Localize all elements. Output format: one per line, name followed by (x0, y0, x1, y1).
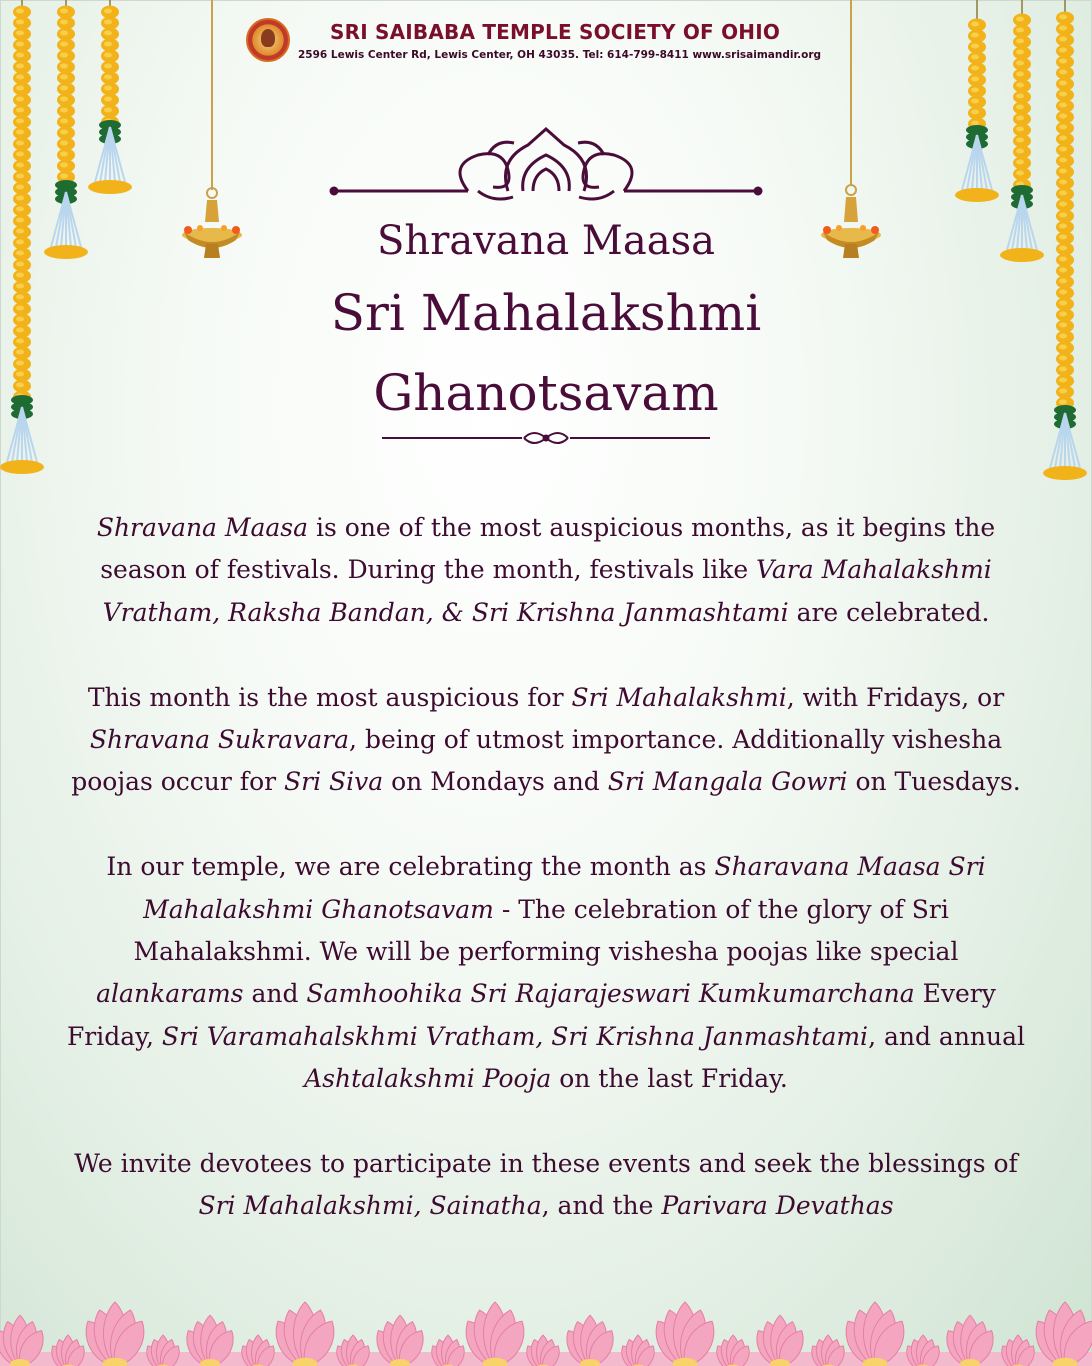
text-segment: on the last Friday. (551, 1064, 788, 1094)
text-segment: - The celebration of the glory of Sri Mahalakshmi. We will be performing vishesha poojas like special (133, 894, 959, 967)
emphasized-text: Samhoohika Sri Rajarajeswari Kumkumarchana (306, 979, 915, 1009)
text-segment: on Tuesdays. (847, 767, 1021, 797)
paragraph-shravana-maasa (60, 507, 1032, 634)
text-segment: , being of utmost importance. Additionally vishesha poojas occur for (71, 725, 1003, 797)
emphasized-text: Sri Siva (284, 767, 384, 797)
text-segment: This month is the most auspicious for (87, 682, 572, 712)
emphasized-text: Ashtalakshmi Pooja (304, 1064, 552, 1094)
emphasized-text: Parivara Devathas (661, 1191, 894, 1221)
title-line-1: Shravana Maasa (377, 218, 715, 264)
title-line-3: Ghanotsavam (373, 364, 719, 422)
emphasized-text: Sri Mangala Gowri (607, 767, 848, 797)
paragraph-invitation (60, 1143, 1032, 1228)
emphasized-text: Sri Varamahalskhmi Vratham, Sri Krishna Janmashtami (161, 1021, 869, 1051)
emphasized-text: Sri Mahalakshmi, Sainatha (198, 1191, 542, 1221)
text-segment: We invite devotees to participate in these events and seek the blessings of (74, 1149, 1018, 1179)
ornament-divider-icon (328, 125, 764, 210)
emphasized-text: Shravana Sukravara (89, 725, 350, 755)
text-segment: , and the (541, 1191, 662, 1221)
paragraph-mahalakshmi-fridays (60, 677, 1032, 804)
organization-name: SRI SAIBABA TEMPLE SOCIETY OF OHIO (330, 20, 781, 44)
temple-logo-icon (246, 18, 290, 62)
emphasized-text: alankarams (96, 979, 244, 1009)
text-segment: , and annual (868, 1021, 1026, 1051)
text-segment: , with Fridays, or (786, 682, 1005, 712)
ornament-divider-icon (382, 428, 710, 448)
organization-address: 2596 Lewis Center Rd, Lewis Center, OH 43035. Tel: 614-799-8411 www.srisaimandir.org (298, 49, 822, 61)
body-text (60, 507, 1032, 1270)
paragraph-temple-celebration (60, 846, 1032, 1100)
lotus-border-icon (0, 1286, 1092, 1366)
text-segment: on Mondays and (383, 767, 608, 797)
title-line-2: Sri Mahalakshmi (330, 284, 762, 342)
emphasized-text: Shravana Maasa (96, 513, 309, 542)
emphasized-text: Sri Mahalakshmi (571, 682, 787, 712)
text-segment: Every Friday, (66, 979, 996, 1051)
header (240, 18, 860, 70)
text-segment: is one of the most auspicious months, as it begins the season of festivals. During the month, festivals like (100, 513, 996, 585)
text-segment: and (243, 979, 307, 1009)
text-segment: are celebrated. (788, 597, 990, 627)
text-segment: In our temple, we are celebrating the month as (106, 852, 715, 882)
emphasized-text: Sharavana Maasa Sri Mahalakshmi Ghanotsavam (143, 852, 986, 924)
emphasized-text: Vara Mahalakshmi Vratham, Raksha Bandan, & Sri Krishna Janmashtami (102, 555, 992, 627)
